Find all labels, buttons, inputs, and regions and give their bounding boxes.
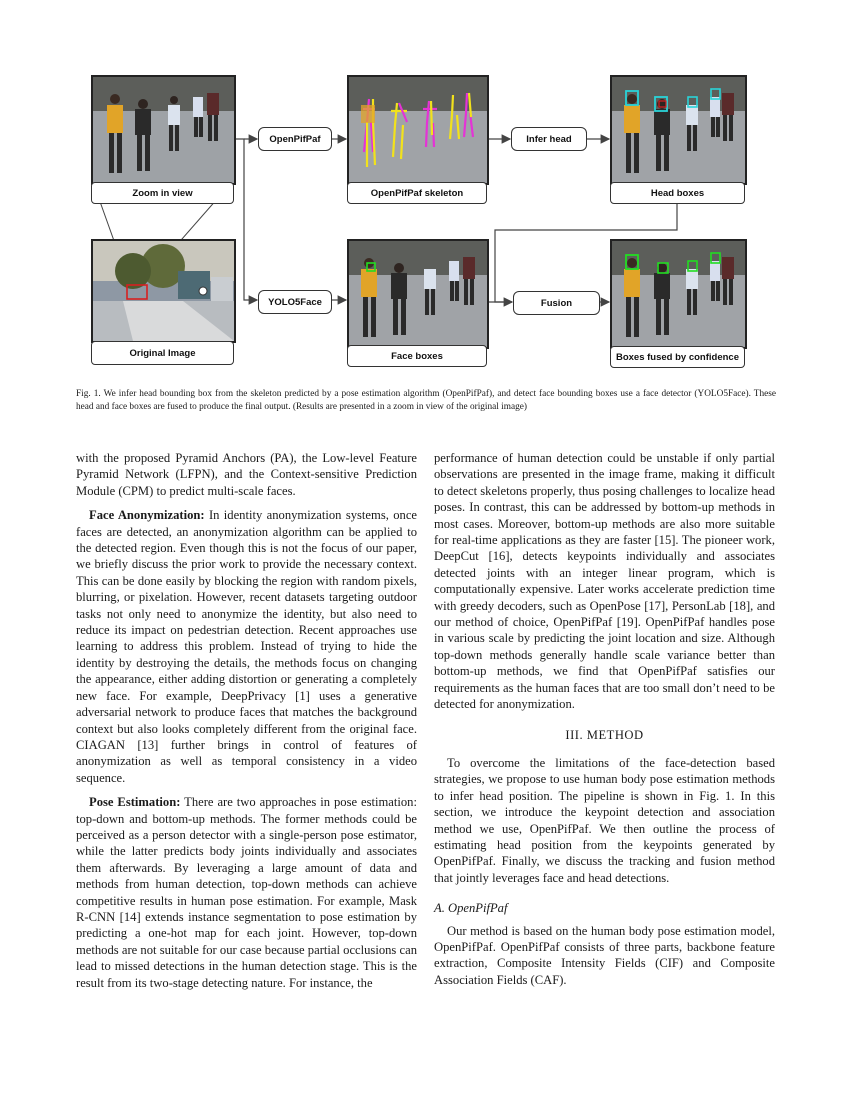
paragraph-pose-estimation [76, 794, 417, 991]
right-column [434, 450, 775, 988]
face-boxes-image [347, 239, 489, 349]
paragraph: Our method is based on the human body pose estimation model, OpenPifPaf. OpenPifPaf consists of three parts, backbone feature extraction, Composite Intensity Fields (CIF) and Composite Association Fields (CAF). [434, 923, 775, 987]
pipeline-figure [0, 0, 850, 380]
zoom-in-view-image [91, 75, 236, 185]
paragraph-text: In identity anonymization systems, once faces are detected, an anonymization algorithm can be applied to the detected region. Even though this is not the focus of our paper, we briefly discuss the prior work to provide the necessary context. This can be done easily by blocking the region with random pixels, blurring, or pixelation. However, recent datasets targeting outdoor tasks not only need to anonymize the identity, but also need to reduce its impact on pedestrian detection. Recent approaches use learning to address this problem. Instead of trying to hide the identity by destroying the details, the methods focus on changing the appearance, either adding distortion or generating a completely new face. For example, DeepPrivacy [1] uses a generative adversarial network to produce faces that matches the background context but also looks completely different from the original face. CIAGAN [13] further brings in control of features of anonymization as well as temporal consistency in a video sequence. [76, 508, 417, 785]
runin-heading: Face Anonymization: [89, 508, 205, 523]
runin-heading: Pose Estimation: [89, 795, 181, 810]
paragraph: performance of human detection could be unstable if only partial observations are presented in the image frame, making it difficult to detect skeletons properly, thus posing challenges to localize head poses. In contrast, this can be addressed by bottom-up methods in most cases. Moreover, bottom-up methods are also more suitable for real-time applications as they are faster [15]. The pioneer work, DeepCut [16], detects keypoints individually and associates detected joints with an integer linear program, which is computationally expensive. Later works accelerate prediction time with greedy decoders, such as OpenPose [17], PersonLab [18], and our method of choice, OpenPifPaf [19]. OpenPifPaf handles pose in various scale by predicting the joint location and size. Although top-down methods generally handle scale variance better than bottom-up methods, we find that OpenPifPaf satisfies our requirements as the human faces that are too small don’t need to be detected for anonymization. [434, 451, 775, 712]
boxes-fused-image [610, 239, 747, 349]
paragraph: To overcome the limitations of the face-detection based strategies, we propose to use human body pose estimation methods to infer head position. The pipeline is shown in Fig. 1. In this section, we introduce the keypoint detection and association method we use, OpenPifPaf. We then outline the process of estimating head position from the keypoints generated by OpenPifPaf. Finally, we discuss the tracking and fusion method that jointly leverages face and head detections. [434, 755, 775, 885]
paragraph: with the proposed Pyramid Anchors (PA), the Low-level Feature Pyramid Network (LFPN), and the Context-sensitive Prediction Module (CPM) to predict multi-scale faces. [76, 451, 417, 498]
original-image [91, 239, 236, 343]
left-column [76, 450, 417, 991]
paragraph-face-anonymization [76, 507, 417, 786]
figure-caption: Fig. 1. We infer head bounding box from the skeleton predicted by a pose estimation algorithm (OpenPifPaf), and detect face bounding boxes use a face detector (YOLO5Face). These head and face boxes are fused to produce the final output. (Results are presented in a zoom in view of the original image) [76, 389, 776, 412]
label-boxes-fused: Boxes fused by confidence [610, 346, 745, 368]
openpifpaf-skeleton-image [347, 75, 489, 185]
head-boxes-image [610, 75, 747, 185]
op-yolo5face: YOLO5Face [258, 290, 332, 314]
label-zoom-in-view: Zoom in view [91, 182, 234, 204]
op-fusion: Fusion [513, 291, 600, 315]
subsection-title: A. OpenPifPaf [434, 901, 508, 916]
label-head-boxes: Head boxes [610, 182, 745, 204]
label-face-boxes: Face boxes [347, 345, 487, 367]
section-title: III. METHOD [565, 727, 644, 742]
op-infer-head: Infer head [511, 127, 587, 151]
op-openpifpaf: OpenPifPaf [258, 127, 332, 151]
label-openpifpaf-skeleton: OpenPifPaf skeleton [347, 182, 487, 204]
label-original-image: Original Image [91, 341, 234, 365]
paragraph-text: There are two approaches in pose estimation: top-down and bottom-up methods. The former methods could be perceived as a person detector with a single-person pose estimator, while the latter predicts body joints individually and associates them afterwards. By leveraging a large amount of data and methods from human detection, top-down methods can achieve competitive results in human pose estimation. For example, Mask R-CNN [14] extends instance segmentation to pose estimation by predicting a one-hot map for each joint. However, top-down methods are not suitable for our case because partial occlusions can lead to missed detections in the human detection stage. This is the result from its two-stage detecting nature. For instance, the [76, 795, 417, 990]
